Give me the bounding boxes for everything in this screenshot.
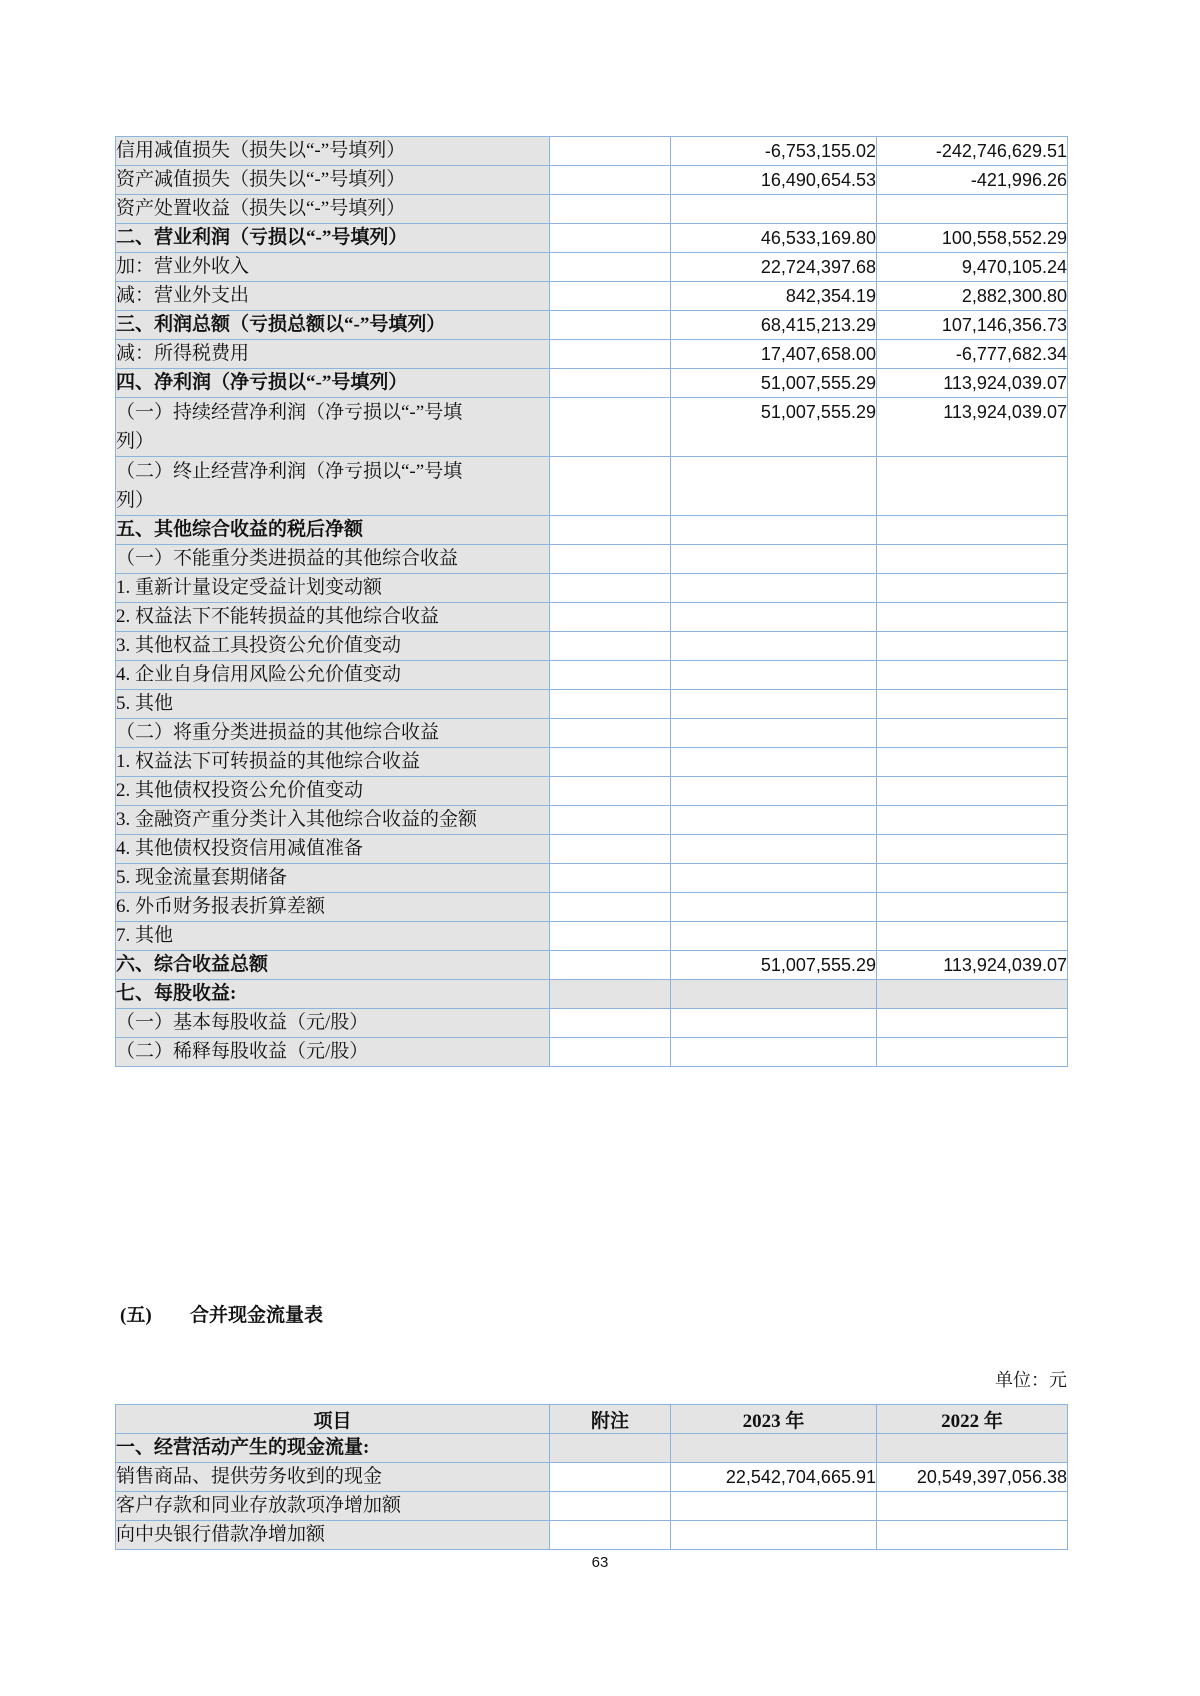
- row-2023-value: 16,490,654.53: [671, 166, 877, 195]
- row-label-text: 三、利润总额（亏损总额以“-”号填列）: [116, 314, 446, 335]
- row-2023-value: [671, 835, 877, 864]
- row-2022-value: -421,996.26: [877, 166, 1068, 195]
- row-note-cell: [550, 951, 671, 980]
- row-2023-value: [671, 574, 877, 603]
- row-note-cell: [550, 777, 671, 806]
- row-note-cell: [550, 661, 671, 690]
- row-note-cell: [550, 835, 671, 864]
- row-2023-value: [671, 864, 877, 893]
- row-note-cell: [550, 719, 671, 748]
- row-label-text: 2. 权益法下不能转损益的其他综合收益: [116, 606, 440, 627]
- row-2023-value: 17,407,658.00: [671, 340, 877, 369]
- row-2022-value: 113,924,039.07: [877, 369, 1068, 398]
- row-2023-value: [671, 1492, 877, 1521]
- row-note-cell: [550, 1009, 671, 1038]
- header-2022-cell: 2022 年: [877, 1405, 1068, 1434]
- row-label-text: 客户存款和同业存放款项净增加额: [116, 1495, 402, 1516]
- table-row: [116, 574, 1068, 603]
- row-label-text: 五、其他综合收益的税后净额: [116, 519, 364, 540]
- row-2022-value: [877, 661, 1068, 690]
- row-2023-value: [671, 980, 877, 1009]
- row-2022-value: [877, 748, 1068, 777]
- row-label-cell: [116, 690, 550, 719]
- row-2022-value: [877, 1009, 1068, 1038]
- row-label-text: （二）稀释每股收益（元/股）: [116, 1041, 369, 1062]
- row-label-cell: [116, 340, 550, 369]
- row-label-text: 3. 其他权益工具投资公允价值变动: [116, 635, 402, 656]
- row-2022-value: [877, 1434, 1068, 1463]
- row-label-cell: [116, 632, 550, 661]
- row-label-text: 向中央银行借款净增加额: [116, 1524, 326, 1545]
- row-note-cell: [550, 166, 671, 195]
- row-label-text: 二、营业利润（亏损以“-”号填列）: [116, 227, 408, 248]
- row-2023-value: [671, 719, 877, 748]
- row-2023-value: 51,007,555.29: [671, 951, 877, 980]
- row-label-cell: [116, 951, 550, 980]
- table-row: [116, 340, 1068, 369]
- table-row: [116, 922, 1068, 951]
- row-2022-value: [877, 719, 1068, 748]
- row-2022-value: 2,882,300.80: [877, 282, 1068, 311]
- row-label-text: 资产处置收益（损失以“-”号填列）: [116, 198, 406, 219]
- table-row: [116, 545, 1068, 574]
- row-label-text: 信用减值损失（损失以“-”号填列）: [116, 140, 406, 161]
- row-label-cell: [116, 603, 550, 632]
- section-index: (五): [120, 1305, 152, 1326]
- row-label-cell: [116, 545, 550, 574]
- table-row: [116, 369, 1068, 398]
- row-2022-value: [877, 603, 1068, 632]
- table-row: [116, 835, 1068, 864]
- row-2022-value: -242,746,629.51: [877, 137, 1068, 166]
- row-note-cell: [550, 574, 671, 603]
- row-note-cell: [550, 253, 671, 282]
- row-2023-value: [671, 516, 877, 545]
- row-2023-value: [671, 748, 877, 777]
- row-2023-value: 68,415,213.29: [671, 311, 877, 340]
- cashflow-statement-table: [115, 1404, 1068, 1550]
- row-2023-value: [671, 545, 877, 574]
- row-label-cell: [116, 806, 550, 835]
- row-2023-value: [671, 661, 877, 690]
- row-label-cell: [116, 1463, 550, 1492]
- table-row: [116, 661, 1068, 690]
- row-2023-value: 51,007,555.29: [671, 369, 877, 398]
- row-note-cell: [550, 369, 671, 398]
- row-label-text: 七、每股收益:: [116, 983, 237, 1004]
- row-label-cell: [116, 457, 550, 516]
- row-label-text: 减：营业外支出: [116, 285, 250, 306]
- row-label-text: 6. 外币财务报表折算差额: [116, 896, 326, 917]
- row-2022-value: [877, 777, 1068, 806]
- table-row: [116, 1463, 1068, 1492]
- row-label-cell: [116, 777, 550, 806]
- row-label-cell: [116, 195, 550, 224]
- row-2023-value: [671, 1009, 877, 1038]
- table-row: [116, 398, 1068, 457]
- row-label-cell: [116, 1434, 550, 1463]
- row-2023-value: [671, 1434, 877, 1463]
- row-2022-value: 20,549,397,056.38: [877, 1463, 1068, 1492]
- row-label-text: （二）终止经营净利润（净亏损以“-”号填列）: [116, 461, 463, 511]
- row-2022-value: 100,558,552.29: [877, 224, 1068, 253]
- row-label-text: 资产减值损失（损失以“-”号填列）: [116, 169, 406, 190]
- row-label-text: （一）不能重分类进损益的其他综合收益: [116, 548, 459, 569]
- row-note-cell: [550, 1521, 671, 1550]
- section-heading: [120, 1300, 323, 1327]
- row-label-text: 5. 其他: [116, 693, 174, 714]
- row-label-text: 减：所得税费用: [116, 343, 250, 364]
- row-2023-value: [671, 632, 877, 661]
- row-2022-value: [877, 574, 1068, 603]
- row-label-cell: [116, 719, 550, 748]
- table-row: [116, 1492, 1068, 1521]
- row-label-cell: [116, 253, 550, 282]
- row-2023-value: [671, 195, 877, 224]
- row-2022-value: [877, 806, 1068, 835]
- row-label-text: （二）将重分类进损益的其他综合收益: [116, 722, 440, 743]
- row-label-cell: [116, 922, 550, 951]
- table-row: [116, 1434, 1068, 1463]
- row-note-cell: [550, 632, 671, 661]
- row-2022-value: [877, 457, 1068, 516]
- row-note-cell: [550, 398, 671, 457]
- row-2022-value: 9,470,105.24: [877, 253, 1068, 282]
- table-row: [116, 282, 1068, 311]
- row-note-cell: [550, 893, 671, 922]
- row-note-cell: [550, 922, 671, 951]
- row-note-cell: [550, 603, 671, 632]
- table-row: [116, 311, 1068, 340]
- header-item-cell: 项目: [116, 1405, 550, 1434]
- row-2023-value: 51,007,555.29: [671, 398, 877, 457]
- row-label-cell: [116, 1038, 550, 1067]
- row-label-cell: [116, 398, 550, 457]
- row-note-cell: [550, 516, 671, 545]
- row-2022-value: [877, 690, 1068, 719]
- table-row: [116, 806, 1068, 835]
- unit-note: 单位：元: [995, 1370, 1067, 1390]
- table-row: [116, 632, 1068, 661]
- row-label-text: 销售商品、提供劳务收到的现金: [116, 1466, 383, 1487]
- income-statement-table: [115, 136, 1068, 1067]
- row-note-cell: [550, 1463, 671, 1492]
- row-label-cell: [116, 369, 550, 398]
- header-note-cell: 附注: [550, 1405, 671, 1434]
- row-label-cell: [116, 1521, 550, 1550]
- row-label-text: 一、经营活动产生的现金流量:: [116, 1437, 370, 1458]
- row-label-text: 3. 金融资产重分类计入其他综合收益的金额: [116, 809, 478, 830]
- row-note-cell: [550, 340, 671, 369]
- row-2022-value: [877, 864, 1068, 893]
- row-2022-value: [877, 1038, 1068, 1067]
- row-label-text: 加：营业外收入: [116, 256, 250, 277]
- table-row: [116, 224, 1068, 253]
- table-row: [116, 137, 1068, 166]
- row-2022-value: [877, 516, 1068, 545]
- row-2023-value: [671, 603, 877, 632]
- row-label-cell: [116, 864, 550, 893]
- row-label-cell: [116, 661, 550, 690]
- row-label-cell: [116, 1492, 550, 1521]
- row-2022-value: [877, 195, 1068, 224]
- table-row: [116, 719, 1068, 748]
- section-title: 合并现金流量表: [190, 1305, 324, 1326]
- row-label-text: 六、综合收益总额: [116, 954, 269, 975]
- row-label-text: 四、净利润（净亏损以“-”号填列）: [116, 372, 408, 393]
- row-2023-value: 22,724,397.68: [671, 253, 877, 282]
- row-label-text: 5. 现金流量套期储备: [116, 867, 288, 888]
- table-row: [116, 980, 1068, 1009]
- table-header-row: [116, 1405, 1068, 1434]
- header-2023-cell: 2023 年: [671, 1405, 877, 1434]
- row-2023-value: 22,542,704,665.91: [671, 1463, 877, 1492]
- row-label-text: 4. 其他债权投资信用减值准备: [116, 838, 364, 859]
- row-note-cell: [550, 690, 671, 719]
- table-row: [116, 1009, 1068, 1038]
- row-note-cell: [550, 195, 671, 224]
- row-2022-value: [877, 545, 1068, 574]
- row-2023-value: [671, 1038, 877, 1067]
- row-label-text: 7. 其他: [116, 925, 174, 946]
- row-label-cell: [116, 166, 550, 195]
- table-row: [116, 777, 1068, 806]
- table-row: [116, 951, 1068, 980]
- table-row: [116, 457, 1068, 516]
- row-note-cell: [550, 311, 671, 340]
- table-row: [116, 864, 1068, 893]
- row-2022-value: [877, 835, 1068, 864]
- row-label-cell: [116, 748, 550, 777]
- page-number: 63: [591, 1554, 609, 1571]
- table-row: [116, 1038, 1068, 1067]
- row-note-cell: [550, 137, 671, 166]
- row-label-text: 4. 企业自身信用风险公允价值变动: [116, 664, 402, 685]
- row-label-cell: [116, 516, 550, 545]
- table-row: [116, 893, 1068, 922]
- row-2023-value: 842,354.19: [671, 282, 877, 311]
- row-2023-value: [671, 922, 877, 951]
- table-row: [116, 253, 1068, 282]
- table-row: [116, 603, 1068, 632]
- row-note-cell: [550, 545, 671, 574]
- row-2023-value: [671, 777, 877, 806]
- row-label-text: （一）基本每股收益（元/股）: [116, 1012, 369, 1033]
- row-note-cell: [550, 224, 671, 253]
- table-row: [116, 166, 1068, 195]
- row-label-cell: [116, 980, 550, 1009]
- row-note-cell: [550, 1038, 671, 1067]
- row-note-cell: [550, 1434, 671, 1463]
- row-2022-value: [877, 632, 1068, 661]
- row-2022-value: 113,924,039.07: [877, 398, 1068, 457]
- row-2022-value: [877, 893, 1068, 922]
- row-note-cell: [550, 457, 671, 516]
- row-2022-value: [877, 922, 1068, 951]
- row-note-cell: [550, 980, 671, 1009]
- row-2022-value: 107,146,356.73: [877, 311, 1068, 340]
- row-2023-value: 46,533,169.80: [671, 224, 877, 253]
- row-2023-value: [671, 690, 877, 719]
- row-label-text: 1. 重新计量设定受益计划变动额: [116, 577, 383, 598]
- row-2023-value: [671, 457, 877, 516]
- table-row: [116, 516, 1068, 545]
- row-note-cell: [550, 1492, 671, 1521]
- row-label-cell: [116, 311, 550, 340]
- table-row: [116, 1521, 1068, 1550]
- row-label-text: 2. 其他债权投资公允价值变动: [116, 780, 364, 801]
- table-row: [116, 690, 1068, 719]
- row-2022-value: -6,777,682.34: [877, 340, 1068, 369]
- row-2023-value: [671, 806, 877, 835]
- row-2023-value: [671, 893, 877, 922]
- row-label-cell: [116, 282, 550, 311]
- row-2022-value: [877, 980, 1068, 1009]
- row-label-text: （一）持续经营净利润（净亏损以“-”号填列）: [116, 402, 463, 452]
- table-row: [116, 195, 1068, 224]
- row-note-cell: [550, 748, 671, 777]
- row-note-cell: [550, 864, 671, 893]
- row-note-cell: [550, 282, 671, 311]
- row-label-cell: [116, 137, 550, 166]
- row-label-cell: [116, 574, 550, 603]
- row-2022-value: [877, 1521, 1068, 1550]
- row-label-cell: [116, 224, 550, 253]
- row-2022-value: [877, 1492, 1068, 1521]
- row-2022-value: 113,924,039.07: [877, 951, 1068, 980]
- row-label-text: 1. 权益法下可转损益的其他综合收益: [116, 751, 421, 772]
- row-label-cell: [116, 1009, 550, 1038]
- row-note-cell: [550, 806, 671, 835]
- row-2023-value: [671, 1521, 877, 1550]
- row-label-cell: [116, 893, 550, 922]
- row-2023-value: -6,753,155.02: [671, 137, 877, 166]
- table-row: [116, 748, 1068, 777]
- row-label-cell: [116, 835, 550, 864]
